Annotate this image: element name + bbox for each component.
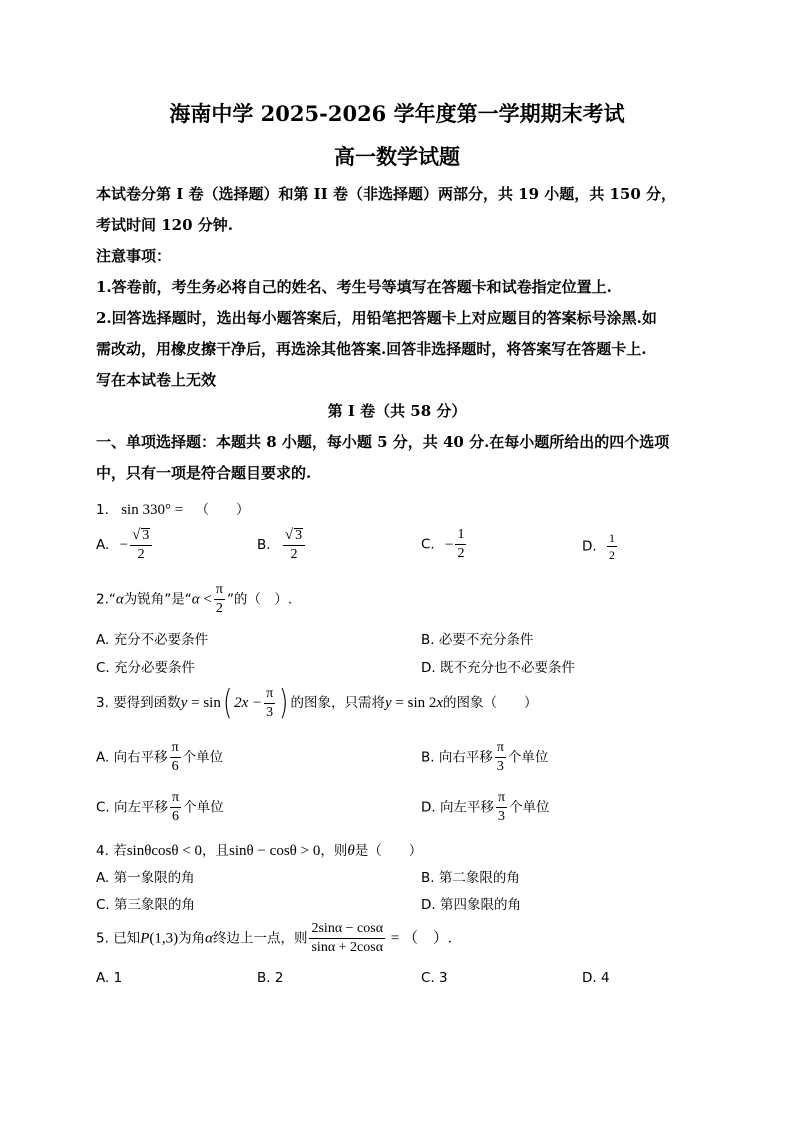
numerator: 1 — [455, 528, 466, 545]
question-text: 终边上一点，则 — [212, 930, 308, 947]
fraction — [495, 741, 506, 774]
section-1-line-2: 中，只有一项是符合题目要求的. — [96, 464, 312, 482]
question-text: = （ ）. — [387, 930, 452, 947]
question-text: 若 — [113, 843, 127, 859]
option-text: 个单位 — [182, 749, 224, 766]
question-text: ，则 — [320, 843, 348, 859]
question-5 — [96, 922, 452, 955]
numerator: π — [170, 791, 181, 808]
var-y: y — [180, 695, 188, 711]
denominator: 2 — [608, 548, 615, 562]
numerator: π — [496, 791, 507, 808]
q5-option-a[interactable]: A. 1 — [96, 970, 123, 986]
q5-option-d[interactable]: D. 4 — [582, 970, 610, 986]
answer-blank: （ ） — [195, 502, 250, 518]
q2-option-b[interactable]: B. 必要不充分条件 — [421, 632, 534, 648]
q2-option-a[interactable]: A. 充分不必要条件 — [96, 632, 209, 648]
question-text: 的图象，只需将 — [290, 695, 385, 711]
less-than: < — [199, 591, 212, 608]
q2-option-c[interactable]: C. 充分必要条件 — [96, 660, 196, 676]
option-text: D. 向左平移 — [421, 799, 494, 816]
equals-sin: = sin 2 — [391, 695, 437, 711]
numerator: π — [214, 583, 225, 600]
notice-title: 注意事项： — [96, 247, 172, 265]
denominator: 6 — [171, 759, 179, 774]
minus-sign: − — [119, 537, 129, 553]
var-x: x — [436, 695, 444, 711]
point-p: P — [140, 930, 150, 947]
q5-option-c[interactable]: C. 3 — [421, 970, 448, 986]
note-2-line-3: 写在本试卷上无效 — [96, 371, 217, 389]
note-2-line-2: 需改动，用橡皮擦干净后，再选涂其他答案.回答非选择题时，将答案写在答题卡上. — [96, 340, 647, 358]
denominator: 3 — [498, 809, 506, 824]
question-3 — [96, 683, 538, 723]
question-2 — [96, 583, 292, 616]
q4-option-d[interactable]: D. 第四象限的角 — [421, 897, 521, 913]
intro-line-1: 本试卷分第 I 卷（选择题）和第 II 卷（非选择题）两部分，共 19 小题，共 150 分， — [96, 185, 677, 203]
var-y: y — [384, 695, 392, 711]
numerator: 3 — [142, 528, 150, 543]
q5-option-b[interactable]: B. 2 — [257, 970, 284, 986]
question-text: ，且 — [202, 843, 230, 859]
question-4 — [96, 839, 422, 860]
q2-option-d[interactable]: D. 既不充分也不必要条件 — [421, 660, 575, 676]
option-label: B. — [257, 537, 271, 553]
q1-option-a[interactable] — [96, 528, 154, 562]
denominator: 3 — [496, 759, 504, 774]
question-text: 是（ ） — [354, 843, 423, 859]
option-text: B. 向右平移 — [421, 749, 493, 766]
inner-expression: 2x − — [234, 695, 263, 711]
numerator: 3 — [295, 528, 303, 543]
note-2-line-1: 2.回答选择题时，选出每小题答案后，用铅笔把答题卡上对应题目的答案标号涂黑.如 — [96, 309, 657, 327]
q3-option-b[interactable] — [421, 741, 548, 774]
fraction — [496, 791, 507, 824]
fraction: $\frac{√ 3}{2}$ — [283, 528, 305, 562]
numerator: 2sinα − cosα — [309, 922, 385, 939]
fraction — [170, 791, 181, 824]
fraction: $\frac{√ 3}{2}$ — [130, 528, 152, 562]
denominator: 2 — [137, 547, 145, 562]
section-1-line-1: 一、单项选择题：本题共 8 小题，每小题 5 分，共 40 分.在每小题所给出的四个选项 — [96, 433, 670, 451]
fraction — [170, 741, 181, 774]
q3-option-a[interactable] — [96, 741, 223, 774]
option-text: 个单位 — [507, 749, 549, 766]
q4-option-c[interactable]: C. 第三象限的角 — [96, 897, 196, 913]
denominator: 3 — [266, 704, 274, 720]
question-1 — [96, 498, 249, 519]
question-text: 的图象（ ） — [443, 695, 538, 711]
option-label: D. — [582, 538, 597, 555]
question-text: ”的（ ）. — [226, 591, 293, 608]
q1-option-d[interactable] — [582, 532, 619, 561]
option-label: C. — [421, 536, 435, 553]
fraction — [455, 528, 466, 561]
q4-option-b[interactable]: B. 第二象限的角 — [421, 870, 520, 886]
q1-option-c[interactable] — [421, 528, 468, 561]
question-stem: sin 330° = — [121, 502, 184, 518]
condition-2: sinθ − cosθ > 0 — [229, 843, 321, 859]
point-coords: (1,3) — [149, 930, 179, 947]
exam-title: 海南中学 2025-2026 学年度第一学期期末考试 — [169, 101, 625, 126]
numerator: 1 — [608, 531, 615, 545]
question-text: 为角 — [178, 930, 206, 947]
q3-option-d[interactable] — [421, 791, 550, 824]
part-1-heading: 第 I 卷（共 58 分） — [327, 402, 467, 420]
left-paren: ( — [222, 683, 233, 723]
q4-option-a[interactable]: A. 第一象限的角 — [96, 870, 195, 886]
fraction — [309, 922, 385, 955]
question-number: 2. — [96, 591, 109, 608]
fraction — [264, 687, 275, 720]
right-paren: ) — [279, 683, 289, 723]
q1-option-b[interactable] — [257, 528, 307, 562]
intro-line-2: 考试时间 120 分钟. — [96, 216, 233, 234]
denominator: 2 — [290, 547, 298, 562]
question-number: 5. — [96, 930, 109, 947]
alpha-symbol: α — [115, 591, 124, 608]
denominator: 6 — [172, 809, 180, 824]
option-text: 个单位 — [509, 799, 550, 816]
exam-subtitle: 高一数学试题 — [334, 144, 460, 169]
numerator: π — [170, 741, 181, 758]
fraction — [214, 583, 225, 616]
equals-sin: = sin — [187, 695, 221, 711]
denominator: 2 — [215, 601, 223, 616]
theta-symbol: θ — [347, 843, 355, 859]
denominator: sinα + 2cosα — [311, 940, 384, 955]
fraction — [607, 532, 617, 561]
option-text: 个单位 — [183, 799, 224, 816]
question-text: 要得到函数 — [113, 695, 181, 711]
question-number: 1. — [96, 502, 109, 518]
alpha-symbol: α — [191, 591, 200, 608]
question-text: 已知 — [113, 930, 141, 947]
quote-open: “ — [108, 591, 116, 608]
note-1: 1.答卷前，考生务必将自己的姓名、考生号等填写在答题卡和试卷指定位置上. — [96, 278, 612, 296]
option-text: C. 向左平移 — [96, 799, 169, 816]
minus-sign: − — [445, 536, 454, 553]
numerator: π — [495, 741, 506, 758]
numerator: π — [264, 687, 275, 704]
question-text: 为锐角”是“ — [123, 591, 192, 608]
option-text: A. 向右平移 — [96, 749, 168, 766]
q3-option-c[interactable] — [96, 791, 224, 824]
option-label: A. — [96, 537, 110, 553]
condition-1: sinθcosθ < 0 — [126, 843, 203, 859]
alpha-symbol: α — [205, 930, 213, 947]
question-number: 4. — [96, 843, 109, 859]
question-number: 3. — [96, 695, 109, 711]
denominator: 2 — [457, 546, 465, 561]
